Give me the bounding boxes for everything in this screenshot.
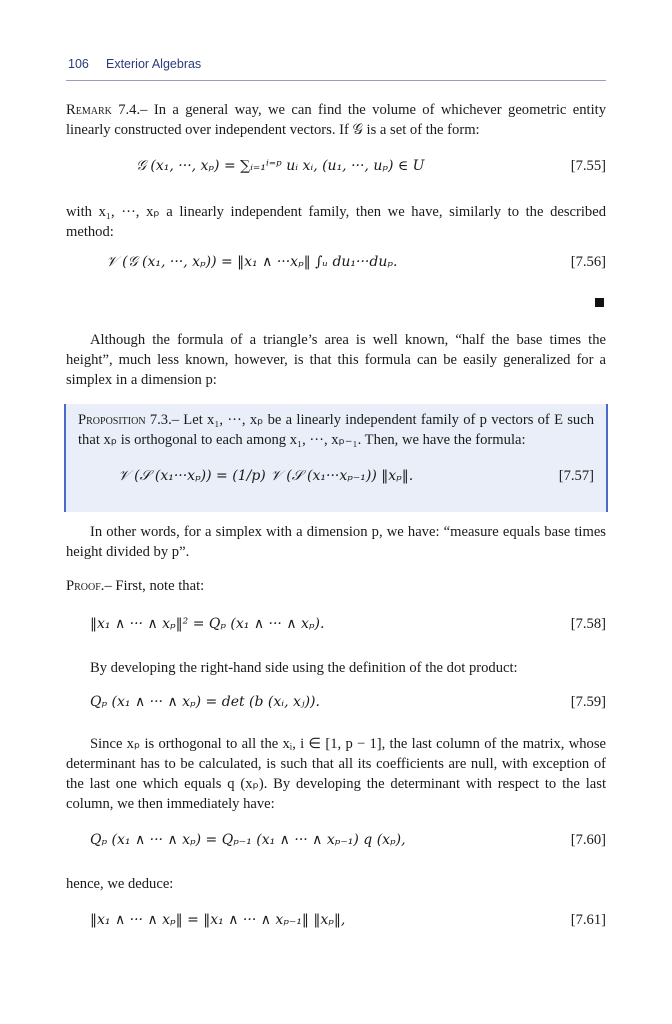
remark-label: Remark 7.4.– — [66, 102, 148, 118]
paragraph-hence: hence, we deduce: — [66, 876, 174, 892]
equation-7-57 — [78, 450, 594, 506]
equation-7-56 — [66, 242, 606, 294]
remark-text: In a general way, we can find the volume of whichever geometric entity linearly constructed over independent vectors. If 𝒢 is a set of the form: — [66, 102, 606, 138]
equation-number: [7.58] — [570, 616, 606, 632]
equation-7-60 — [66, 814, 606, 868]
equation-number: [7.59] — [570, 694, 606, 710]
proof-text: First, note that: — [111, 578, 205, 594]
equation-expr: Qₚ (x₁ ∧ ··· ∧ xₚ) = Qₚ₋₁ (x₁ ∧ ··· ∧ xₚ₋₁) q (xₚ), — [90, 832, 406, 848]
proposition-label: Proposition 7.3.– — [78, 412, 180, 428]
page-body — [66, 100, 606, 948]
running-header — [66, 56, 606, 81]
end-of-remark — [66, 294, 606, 316]
paragraph-orthogonal: Since xₚ is orthogonal to all the xᵢ, i ∈ [1, p − 1], the last column of the matrix, whose determinant has to be calculated, is such that all its coefficients are null, with exception of the last one which equals q (xₚ). By developing the determinant with respect to the last column, we then immediately have: — [66, 736, 606, 812]
paragraph-dot-product: By developing the right-hand side using the definition of the dot product: — [90, 660, 518, 676]
paragraph-other-words: In other words, for a simplex with a dimension p, we have: “measure equals base times height divided by p”. — [66, 524, 606, 560]
paragraph-triangle-area: Although the formula of a triangle’s area is well known, “half the base times the height”, much less known, however, is that this formula can be easily generalized for a simplex in a dimension p: — [66, 332, 606, 388]
proof-label: Proof.– — [66, 578, 112, 594]
equation-expr: 𝒢 (x₁, ···, xₚ) = ∑ᵢ₌₁ⁱ⁼ᵖ uᵢ xᵢ, (u₁, ···, uₚ) ∈ U — [136, 158, 425, 174]
equation-number: [7.55] — [570, 158, 606, 174]
page-number: 106 — [68, 57, 89, 71]
equation-expr: 𝒱 (𝒢 (x₁, ···, xₚ)) = ‖x₁ ∧ ···xₚ‖ ∫ᵤ du₁···duₚ. — [106, 254, 398, 270]
qed-square-icon — [595, 298, 604, 307]
equation-expr: 𝒱 (𝒮 (x₁···xₚ)) = (1/p) 𝒱 (𝒮 (x₁···xₚ₋₁)) ‖xₚ‖. — [118, 468, 414, 484]
proof-paragraph — [66, 576, 606, 596]
equation-7-55 — [66, 146, 606, 196]
equation-number: [7.56] — [570, 254, 606, 270]
equation-7-58 — [66, 596, 606, 652]
remark-paragraph — [66, 100, 606, 140]
paragraph-independent-family: with x₁, ···, xₚ a linearly independent family, then we have, similarly to the described method: — [66, 204, 606, 240]
proposition-box — [64, 404, 608, 512]
equation-number: [7.57] — [558, 468, 594, 484]
equation-expr: Qₚ (x₁ ∧ ··· ∧ xₚ) = det (b (xᵢ, xⱼ)). — [90, 694, 320, 710]
proposition-paragraph — [78, 410, 594, 450]
equation-expr: ‖x₁ ∧ ··· ∧ xₚ‖ = ‖x₁ ∧ ··· ∧ xₚ₋₁‖ ‖xₚ‖, — [90, 912, 346, 928]
running-title: Exterior Algebras — [106, 57, 202, 71]
equation-7-61 — [66, 894, 606, 948]
equation-number: [7.60] — [570, 832, 606, 848]
proposition-text: Let x₁, ···, xₚ be a linearly independent family of p vectors of E such that xₚ is orthogonal to each among x₁, ···, xₚ₋₁. Then, we have the formula: — [78, 412, 595, 448]
equation-expr: ‖x₁ ∧ ··· ∧ xₚ‖² = Qₚ (x₁ ∧ ··· ∧ xₚ). — [90, 616, 325, 632]
equation-number: [7.61] — [570, 912, 606, 928]
equation-7-59 — [66, 678, 606, 728]
